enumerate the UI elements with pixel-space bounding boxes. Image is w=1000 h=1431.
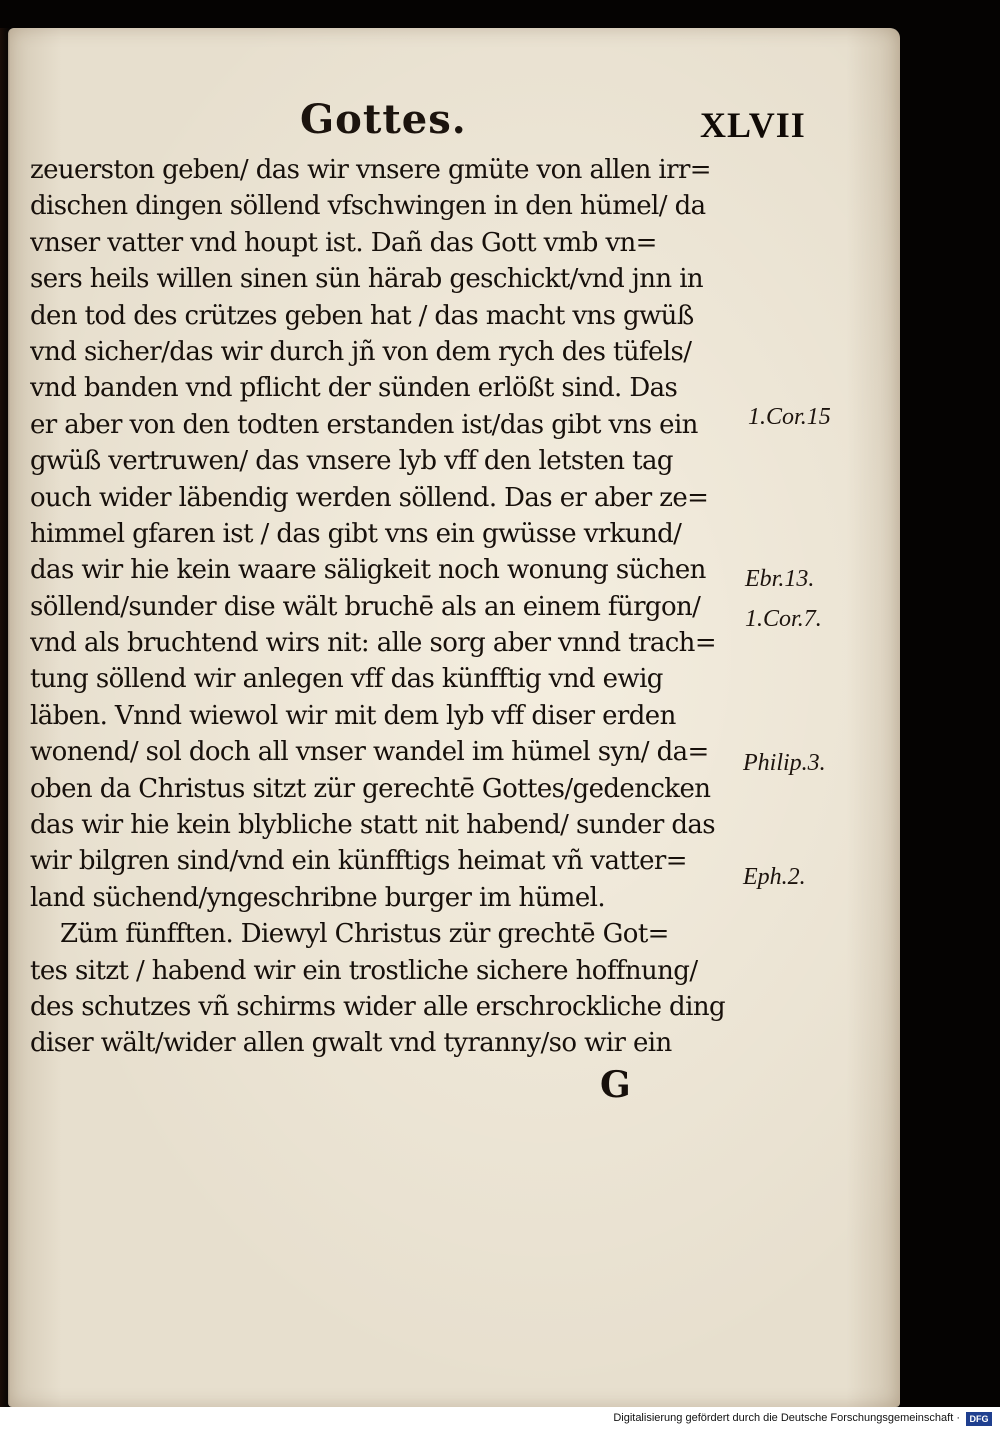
text-line: zeuerston geben/ das wir vnsere gmüte von allen irr= xyxy=(30,155,711,185)
text-line: des schutzes vñ schirms wider alle erschrockliche ding xyxy=(30,991,726,1022)
footer-bar xyxy=(0,1407,1000,1431)
text-line: sers heils willen sinen sün härab geschickt/vnd jnn in xyxy=(30,264,704,295)
text-line: diser wält/wider allen gwalt vnd tyranny/so wir ein xyxy=(30,1028,672,1059)
text-line: tung söllend wir anlegen vff das künfftig vnd ewig xyxy=(30,664,663,695)
text-line: vnd banden vnd pflicht der sünden erlößt sind. Das xyxy=(30,373,678,404)
text-line: vnd sicher/das wir durch jñ von dem rych des tüfels/ xyxy=(30,336,692,367)
text-line: dischen dingen söllend vfschwingen in den hümel/ da xyxy=(30,191,706,222)
text-line: wonend/ sol doch all vnser wandel im hümel syn/ da= xyxy=(30,737,709,768)
text-line: gwüß vertruwen/ das vnsere lyb vff den letsten tag xyxy=(30,446,673,477)
spine-shadow xyxy=(0,28,10,1407)
dfg-logo: DFG xyxy=(966,1412,992,1426)
margin-note: 1.Cor.15 xyxy=(748,404,831,430)
text-line: vnser vatter vnd houpt ist. Dañ das Gott vmb vn= xyxy=(30,227,657,258)
text-line: den tod des crützes geben hat / das macht vns gwüß xyxy=(30,300,694,331)
margin-note: Ebr.13. xyxy=(745,566,815,592)
text-line: tes sitzt / habend wir ein trostliche sichere hoffnung/ xyxy=(30,955,698,986)
text-line: das wir hie kein waare säligkeit noch wonung süchen xyxy=(30,555,706,586)
body-text xyxy=(30,152,745,1062)
text-line: er aber von den todten erstanden ist/das gibt vns ein xyxy=(30,409,698,440)
text-line: das wir hie kein blybliche statt nit habend/ sunder das xyxy=(30,810,716,841)
text-line: läben. Vnnd wiewol wir mit dem lyb vff diser erden xyxy=(30,700,676,731)
folio-number: XLVII xyxy=(700,105,806,145)
text-line: Züm fünfften. Diewyl Christus zür grechtē Got= xyxy=(60,919,669,950)
margin-note: 1.Cor.7. xyxy=(745,606,822,632)
text-line: land süchend/yngeschribne burger im hümel. xyxy=(30,882,605,913)
text-line: ouch wider läbendig werden söllend. Das er aber ze= xyxy=(30,482,709,513)
text-line: oben da Christus sitzt zür gerechtē Gottes/gedencken xyxy=(30,773,711,804)
signature-mark: G xyxy=(600,1064,631,1106)
funding-credit: Digitalisierung gefördert durch die Deutsche Forschungsgemeinschaft · xyxy=(613,1412,960,1424)
running-head: Gottes. xyxy=(300,96,467,143)
text-line: wir bilgren sind/vnd ein künfftigs heimat vñ vatter= xyxy=(30,846,687,877)
text-line: vnd als bruchtend wirs nit: alle sorg aber vnnd trach= xyxy=(30,628,717,659)
text-line: söllend/sunder dise wält bruchē als an einem fürgon/ xyxy=(30,591,701,622)
margin-note: Eph.2. xyxy=(743,864,806,890)
text-line: himmel gfaren ist / das gibt vns ein gwüsse vrkund/ xyxy=(30,518,682,549)
margin-note: Philip.3. xyxy=(743,750,826,776)
